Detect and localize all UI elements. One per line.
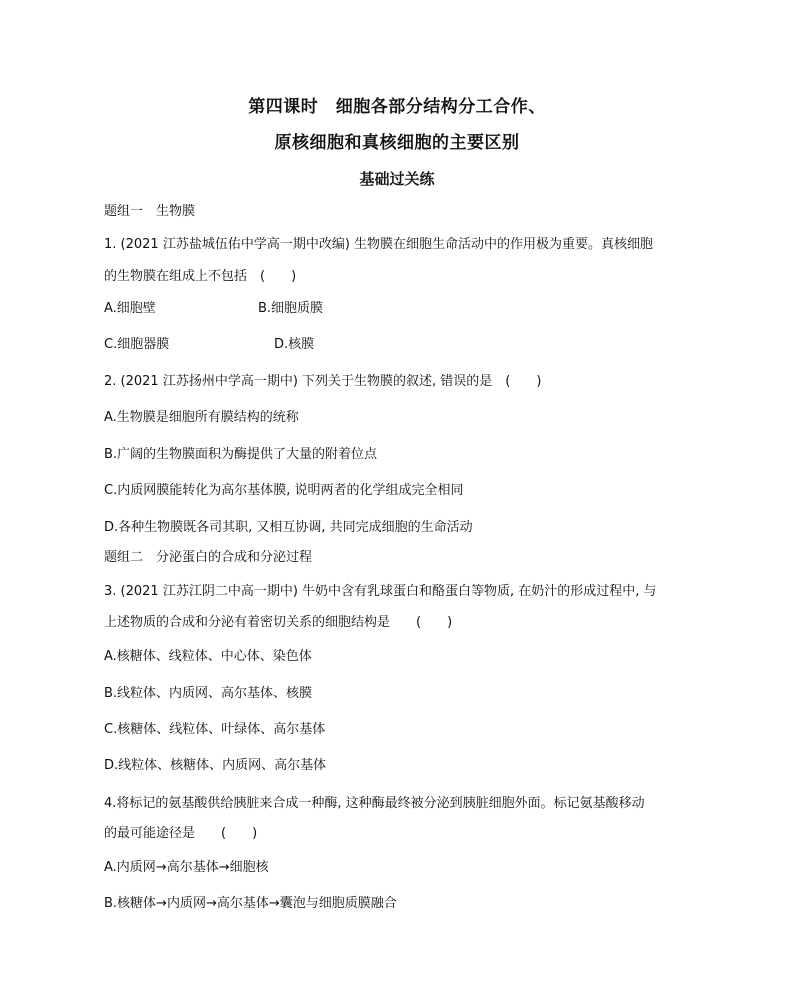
q3-option-d: D.线粒体、核糖体、内质网、高尔基体: [104, 758, 327, 773]
q1-stem-line1: 1. (2021 江苏盐城伍佑中学高一期中改编) 生物膜在细胞生命活动中的作用极为重要。真核细胞: [104, 237, 654, 252]
lesson-title-line1: 第四课时 细胞各部分结构分工合作、: [248, 97, 546, 117]
lesson-title-line2: 原核细胞和真核细胞的主要区别: [274, 133, 520, 153]
q1-stem-line2: 的生物膜在组成上不包括 ( ): [104, 269, 297, 284]
q3-option-a: A.核糖体、线粒体、中心体、染色体: [104, 649, 312, 664]
q2-option-c: C.内质网膜能转化为高尔基体膜, 说明两者的化学组成完全相同: [104, 483, 464, 498]
q2-option-d: D.各种生物膜既各司其职, 又相互协调, 共同完成细胞的生命活动: [104, 520, 473, 535]
group-heading-2: 题组二 分泌蛋白的合成和分泌过程: [104, 550, 313, 565]
q2-option-a: A.生物膜是细胞所有膜结构的统称: [104, 410, 299, 425]
q3-stem-line2: 上述物质的合成和分泌有着密切关系的细胞结构是 ( ): [104, 615, 453, 630]
q4-option-a: A.内质网→高尔基体→细胞核: [104, 860, 269, 875]
group-heading-1: 题组一 生物膜: [104, 204, 196, 219]
q2-stem: 2. (2021 江苏扬州中学高一期中) 下列关于生物膜的叙述, 错误的是 ( ): [104, 374, 542, 389]
q1-option-b: B.细胞质膜: [258, 301, 324, 316]
q1-option-c: C.细胞器膜: [104, 337, 170, 352]
q3-option-c: C.核糖体、线粒体、叶绿体、高尔基体: [104, 722, 326, 737]
q4-option-b: B.核糖体→内质网→高尔基体→囊泡与细胞质膜融合: [104, 896, 397, 911]
section-heading: 基础过关练: [359, 170, 435, 188]
q2-option-b: B.广阔的生物膜面积为酶提供了大量的附着位点: [104, 447, 378, 462]
q1-option-d: D.核膜: [274, 337, 315, 352]
q4-stem-line2: 的最可能途径是 ( ): [104, 826, 258, 841]
q4-stem-line1: 4.将标记的氨基酸供给胰脏来合成一种酶, 这种酶最终被分泌到胰脏细胞外面。标记氨基酸移动: [104, 796, 645, 811]
q3-stem-line1: 3. (2021 江苏江阴二中高一期中) 牛奶中含有乳球蛋白和酪蛋白等物质, 在奶汁的形成过程中, 与: [104, 584, 657, 599]
q1-option-a: A.细胞壁: [104, 301, 156, 316]
q3-option-b: B.线粒体、内质网、高尔基体、核膜: [104, 686, 313, 701]
